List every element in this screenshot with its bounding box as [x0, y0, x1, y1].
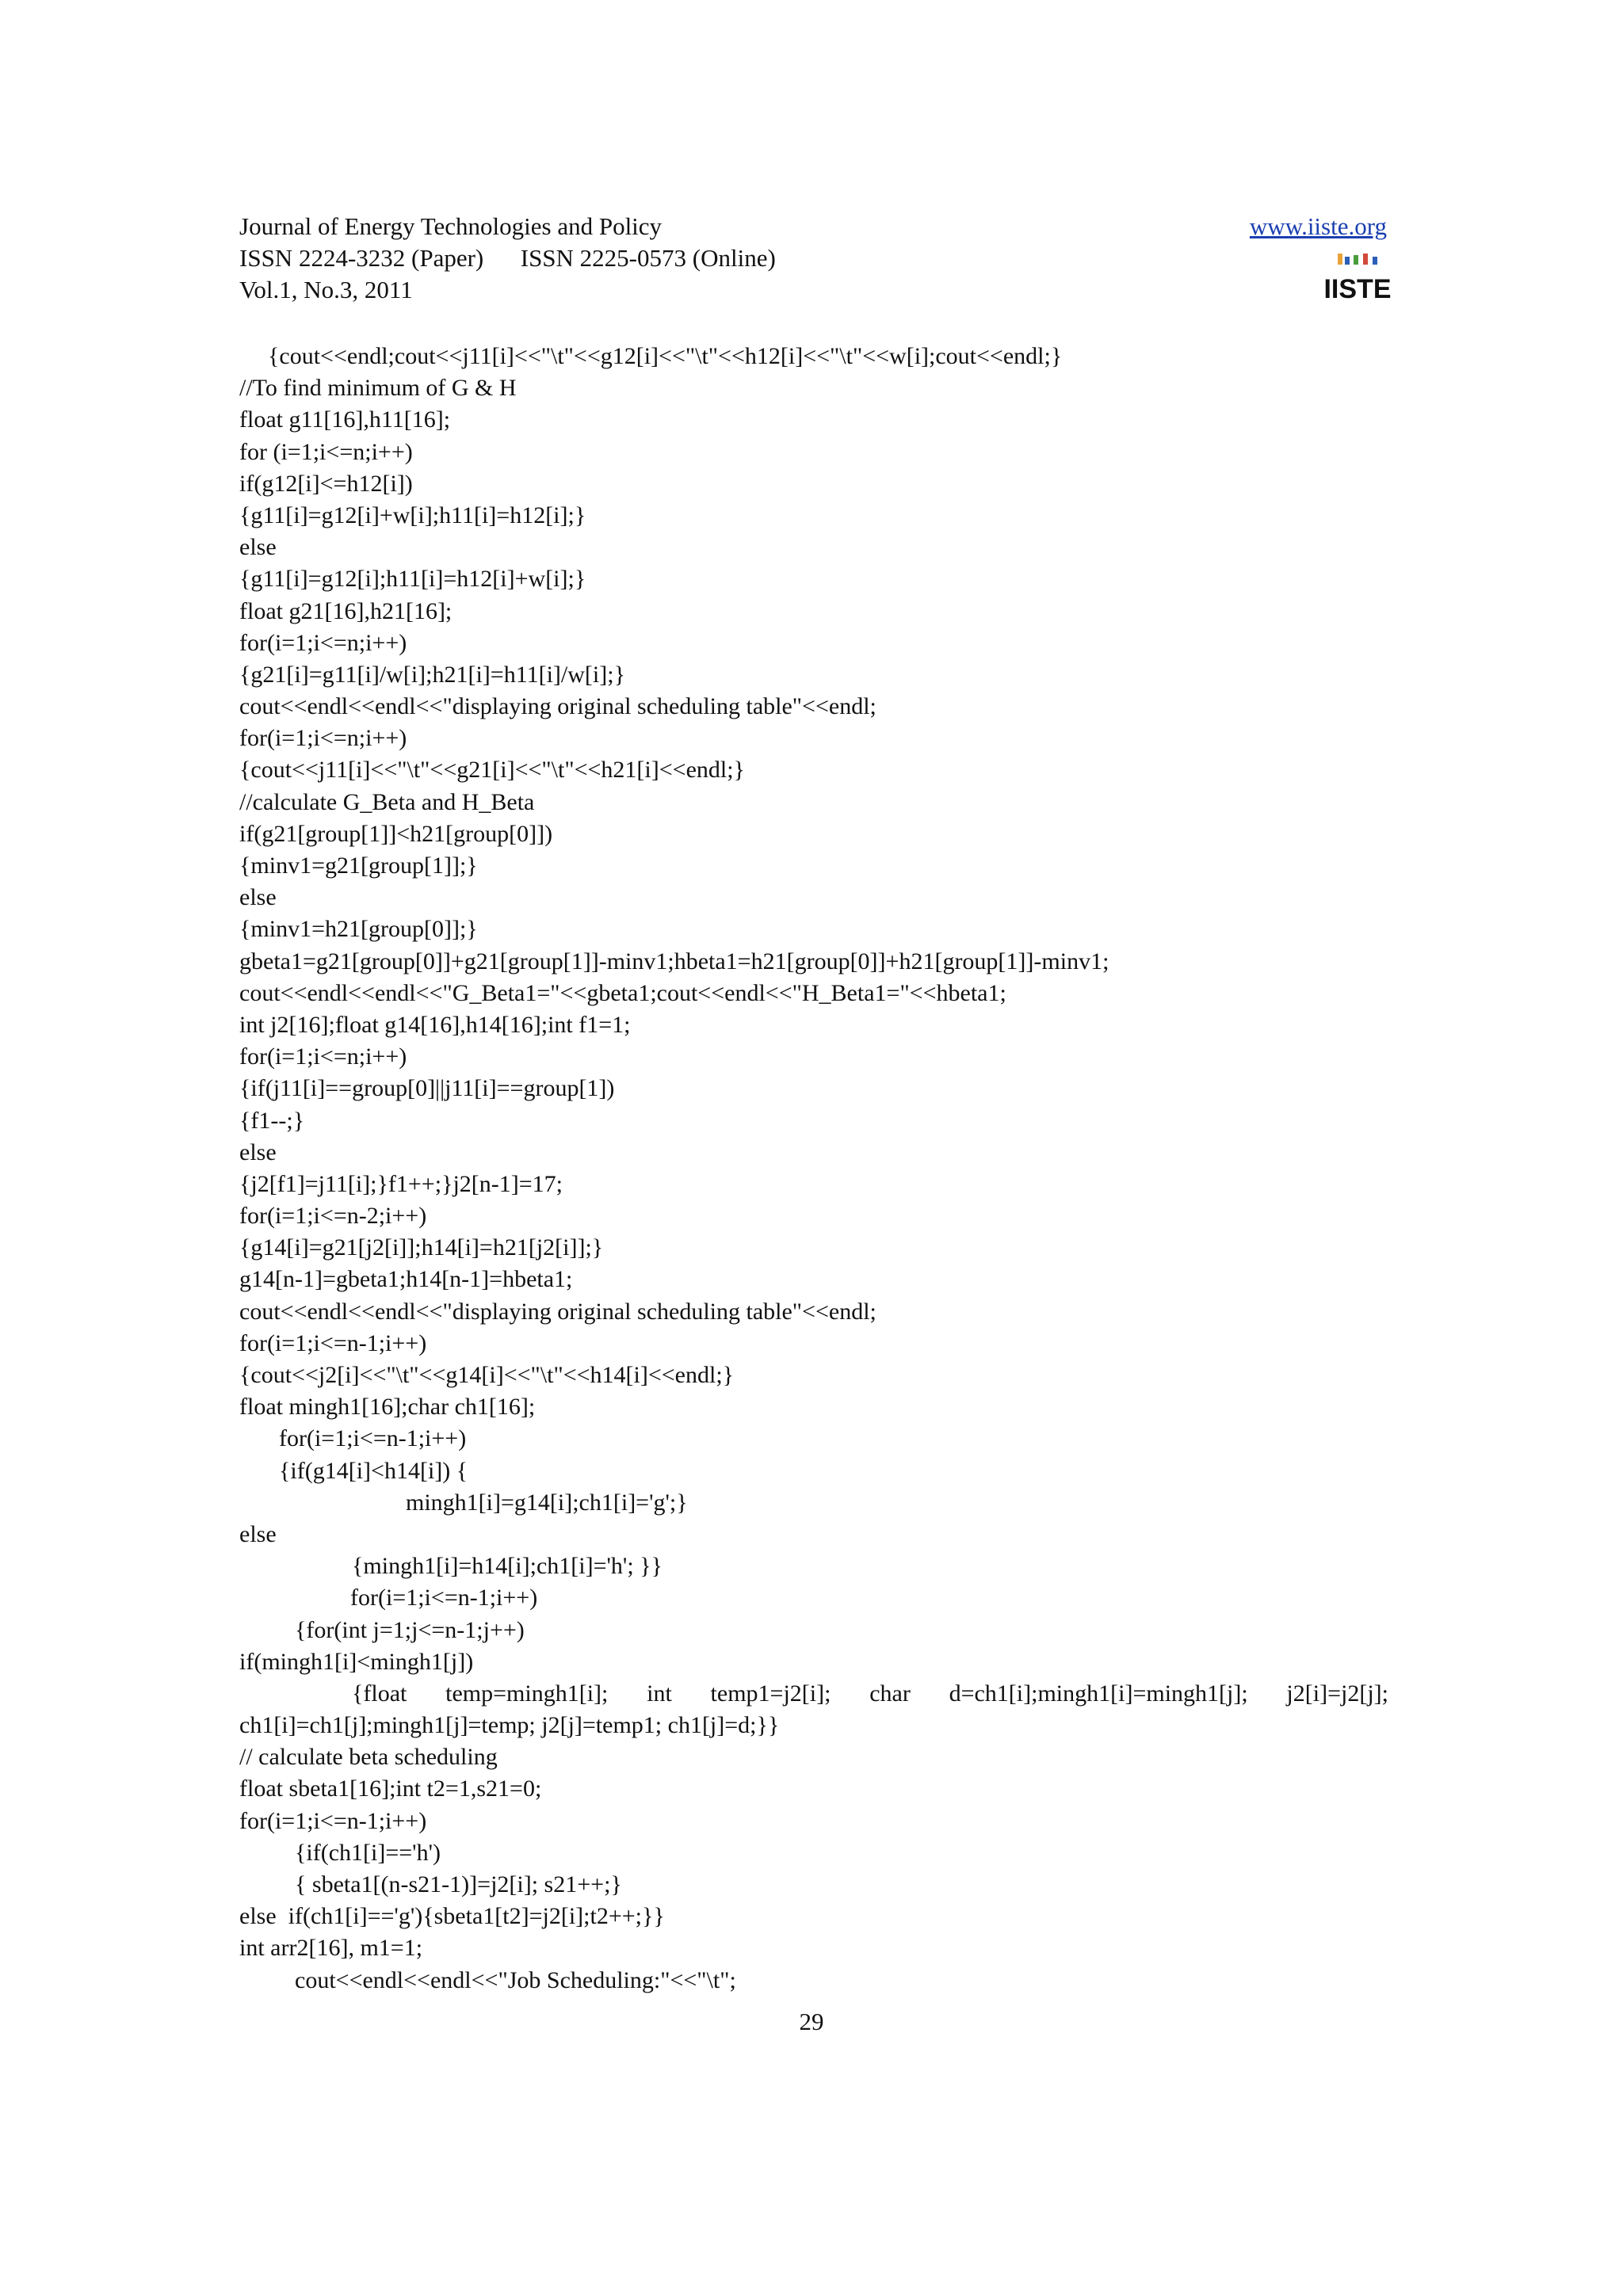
journal-title: Journal of Energy Technologies and Policy	[239, 212, 663, 240]
code-line: cout<<endl<<endl<<"displaying original scheduling table"<<endl;	[239, 693, 876, 720]
code-line: else	[239, 534, 277, 561]
code-line: {g21[i]=g11[i]/w[i];h21[i]=h11[i]/w[i];}	[239, 661, 625, 688]
code-line: {if(j11[i]==group[0]||j11[i]==group[1])	[239, 1075, 615, 1102]
code-line: for(i=1;i<=n;i++)	[239, 629, 407, 656]
code-line: // calculate beta scheduling	[239, 1744, 498, 1771]
code-line: ch1[i]=ch1[j];mingh1[j]=temp; j2[j]=temp1; ch1[j]=d;}}	[239, 1712, 780, 1739]
code-line: {cout<<endl;cout<<j11[i]<<"\t"<<g12[i]<<"\t"<<h12[i]<<"\t"<<w[i];cout<<endl;}	[268, 343, 1063, 369]
code-line: gbeta1=g21[group[0]]+g21[group[1]]-minv1;hbeta1=h21[group[0]]+h21[group[1]]-minv1;	[239, 948, 1109, 974]
code-line: int arr2[16], m1=1;	[239, 1935, 423, 1962]
code-line: for(i=1;i<=n-1;i++)	[239, 1807, 427, 1834]
code-line: {g11[i]=g12[i];h11[i]=h12[i]+w[i];}	[239, 566, 586, 593]
code-line: {if(ch1[i]=='h')	[295, 1839, 441, 1866]
code-line: cout<<endl<<endl<<"Job Scheduling:"<<"\t";	[295, 1966, 736, 1993]
code-line: if(g21[group[1]]<h21[group[0]])	[239, 820, 553, 847]
code-line: mingh1[i]=g14[i];ch1[i]='g';}	[406, 1489, 688, 1516]
code-line: else	[239, 1138, 277, 1165]
code-line: //To find minimum of G & H	[239, 375, 517, 402]
issn-line: ISSN 2224-3232 (Paper) ISSN 2225-0573 (Online)	[239, 244, 776, 272]
code-line: else if(ch1[i]=='g'){sbeta1[t2]=j2[i];t2++;}}	[239, 1903, 665, 1930]
code-line: cout<<endl<<endl<<"displaying original scheduling table"<<endl;	[239, 1298, 876, 1325]
code-line: {if(g14[i]<h14[i]) {	[279, 1457, 468, 1484]
code-line: {float temp=mingh1[i]; int temp1=j2[i]; char d=ch1[i];mingh1[i]=mingh1[j]; j2[i]=j2[j];	[352, 1680, 1388, 1707]
code-line: float g21[16],h21[16];	[239, 597, 453, 624]
code-line: float g11[16],h11[16];	[239, 406, 451, 433]
iiste-logo-icon	[1323, 252, 1392, 304]
code-line: g14[n-1]=gbeta1;h14[n-1]=hbeta1;	[239, 1266, 573, 1293]
code-line: float sbeta1[16];int t2=1,s21=0;	[239, 1775, 542, 1802]
code-line: for(i=1;i<=n-2;i++)	[239, 1203, 427, 1230]
code-line: {cout<<j11[i]<<"\t"<<g21[i]<<"\t"<<h21[i]<<endl;}	[239, 757, 745, 784]
code-line: if(mingh1[i]<mingh1[j])	[239, 1648, 474, 1675]
code-line: { sbeta1[(n-s21-1)]=j2[i]; s21++;}	[295, 1871, 622, 1897]
code-line: {cout<<j2[i]<<"\t"<<g14[i]<<"\t"<<h14[i]<<endl;}	[239, 1362, 735, 1388]
page-number: 29	[799, 2008, 824, 2035]
website-link-container	[1250, 211, 1387, 242]
code-line: if(g12[i]<=h12[i])	[239, 470, 413, 497]
code-line: {g14[i]=g21[j2[i]];h14[i]=h21[j2[i]];}	[239, 1234, 604, 1261]
code-line: for (i=1;i<=n;i++)	[239, 438, 413, 465]
svg-text:IISTE: IISTE	[1323, 274, 1392, 304]
code-line: for(i=1;i<=n;i++)	[239, 725, 407, 752]
code-line: for(i=1;i<=n-1;i++)	[279, 1425, 467, 1452]
code-line: {j2[f1]=j11[i];}f1++;}j2[n-1]=17;	[239, 1170, 563, 1197]
code-line: for(i=1;i<=n-1;i++)	[239, 1329, 427, 1356]
website-link[interactable]: www.iiste.org	[1249, 212, 1387, 240]
code-line: //calculate G_Beta and H_Beta	[239, 788, 535, 815]
code-line: else	[239, 1520, 277, 1547]
code-listing	[239, 341, 1388, 1997]
code-line: for(i=1;i<=n-1;i++)	[350, 1585, 538, 1611]
code-line: float mingh1[16];char ch1[16];	[239, 1394, 536, 1421]
code-line: {minv1=g21[group[1]];}	[239, 852, 478, 879]
code-line: for(i=1;i<=n;i++)	[239, 1043, 407, 1070]
code-line: {g11[i]=g12[i]+w[i];h11[i]=h12[i];}	[239, 502, 586, 528]
code-line: int j2[16];float g14[16],h14[16];int f1=1;	[239, 1011, 631, 1038]
volume-line: Vol.1, No.3, 2011	[239, 276, 413, 303]
code-line: else	[239, 884, 277, 911]
code-line: {mingh1[i]=h14[i];ch1[i]='h'; }}	[352, 1553, 663, 1580]
code-line: {minv1=h21[group[0]];}	[239, 916, 478, 943]
code-line: cout<<endl<<endl<<"G_Beta1="<<gbeta1;cout<<endl<<"H_Beta1="<<hbeta1;	[239, 979, 1006, 1006]
code-line: {f1--;}	[239, 1107, 305, 1134]
code-line: {for(int j=1;j<=n-1;j++)	[295, 1616, 525, 1643]
